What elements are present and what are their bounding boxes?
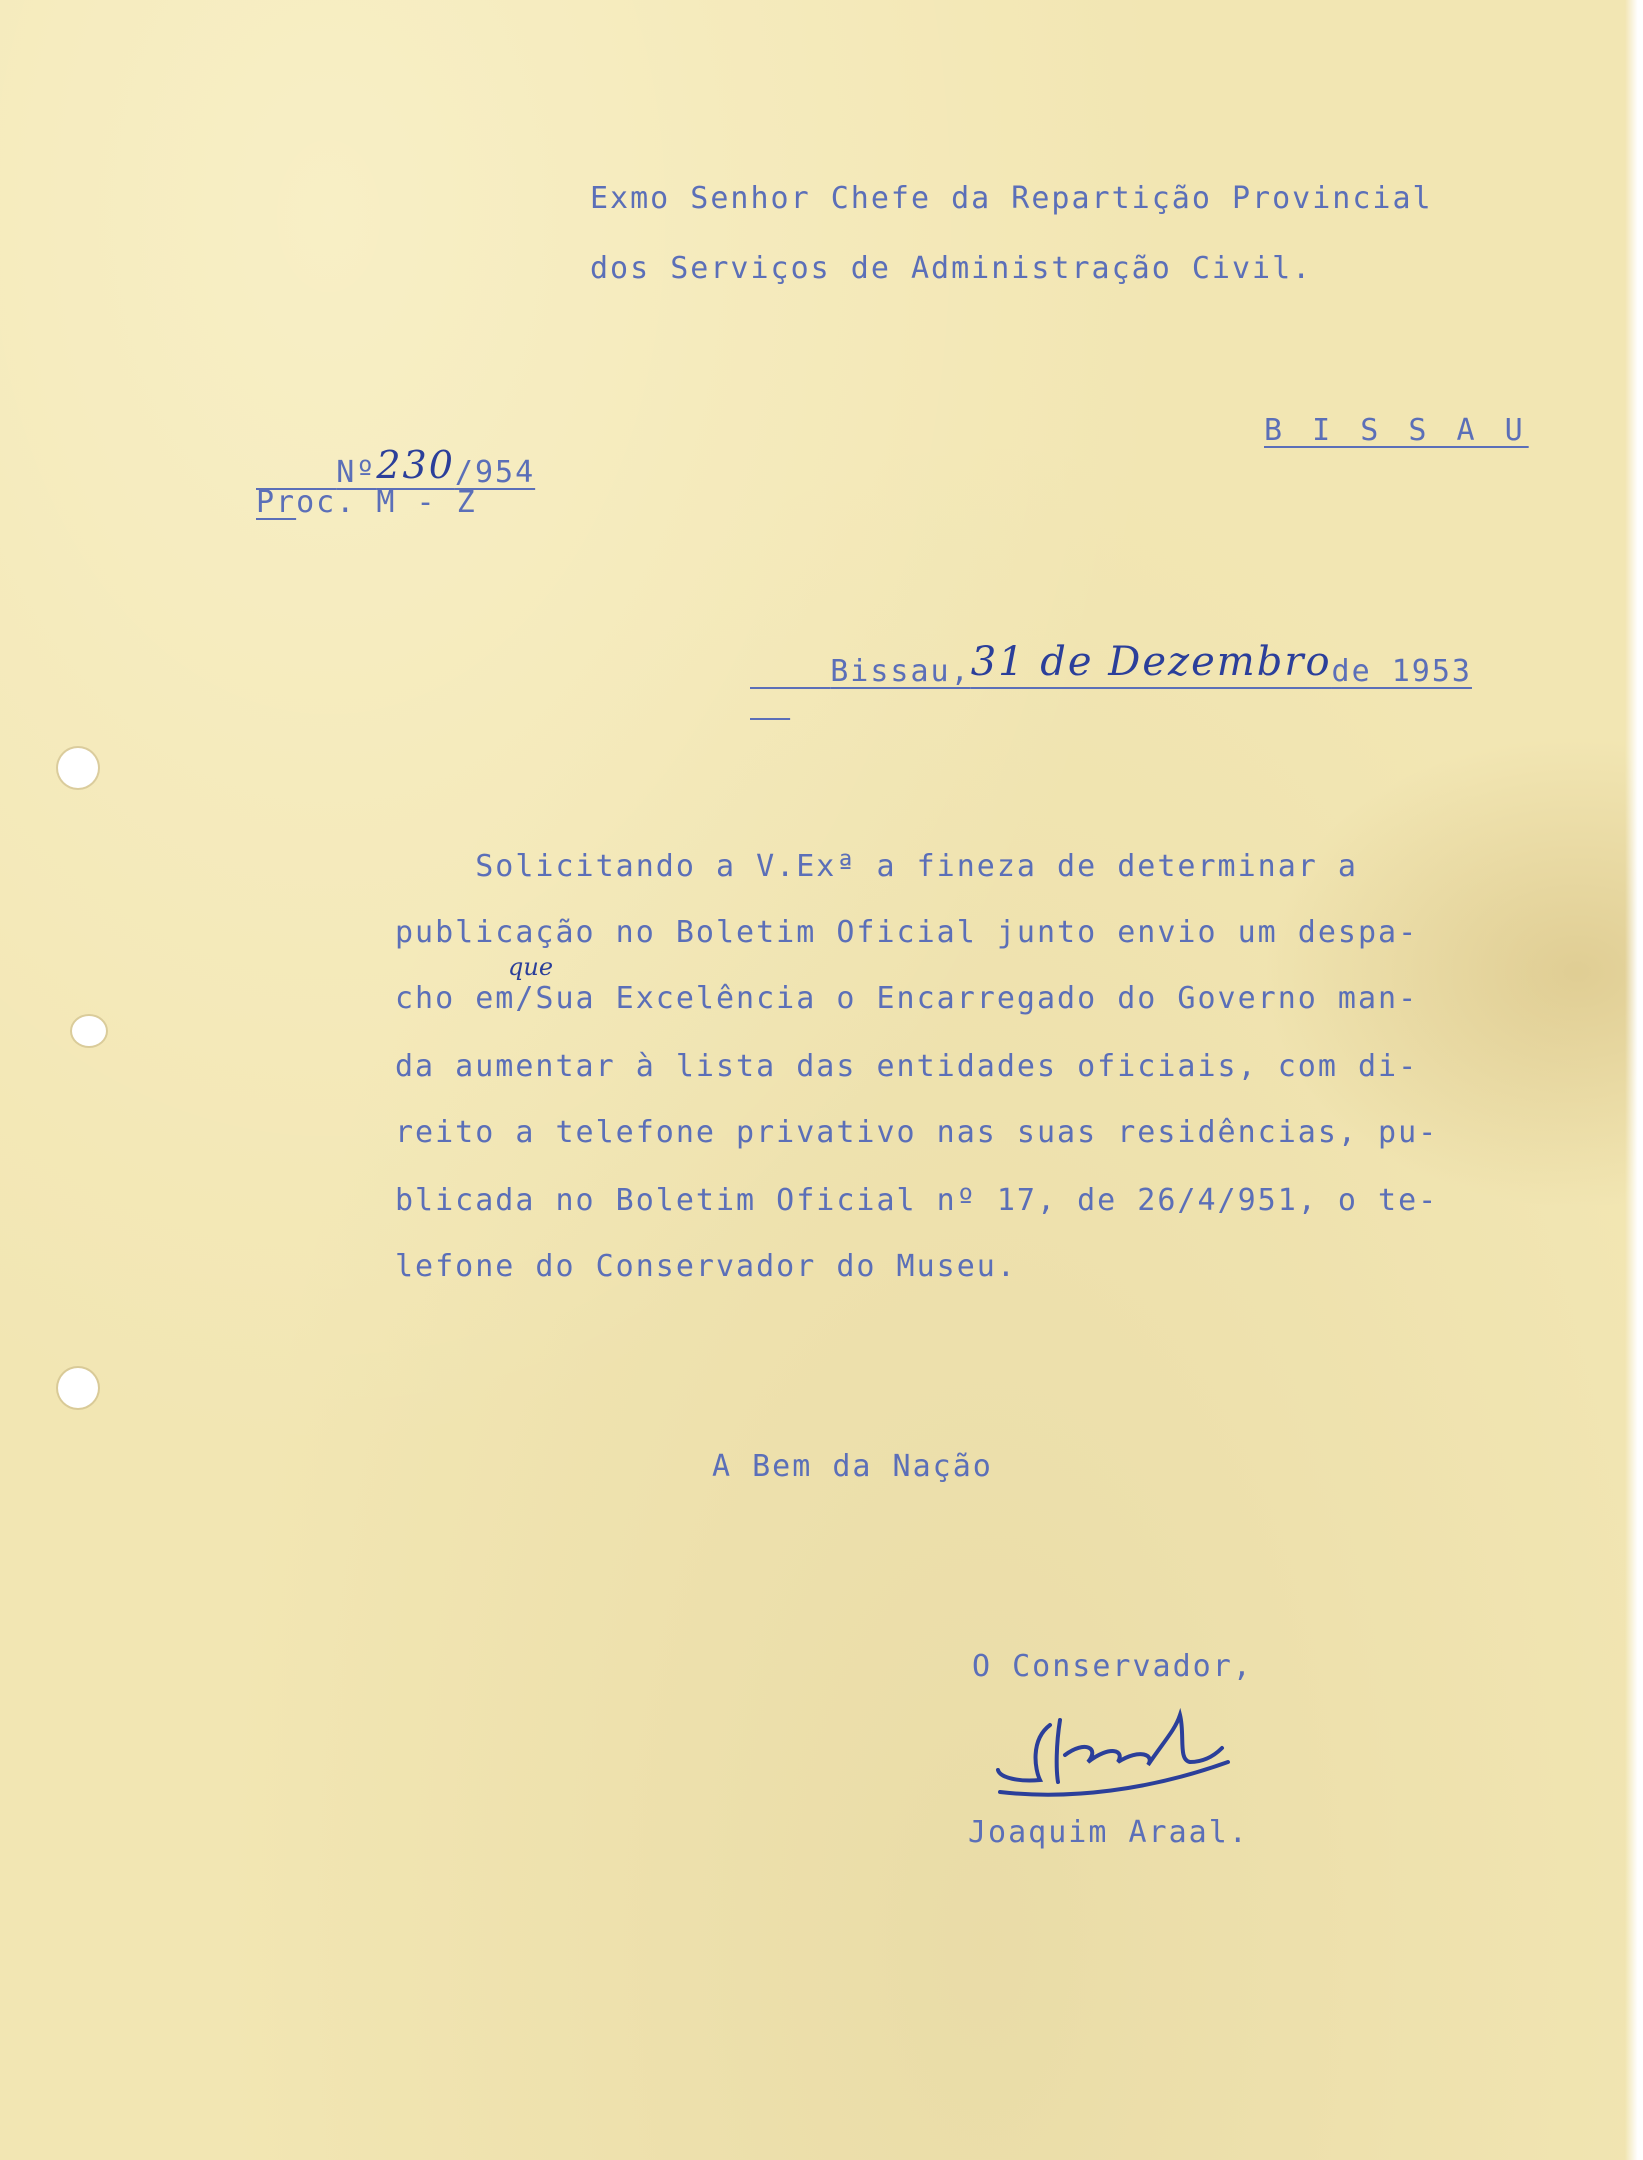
- body-line-5: reito a telefone privativo nas suas residências, pu-: [395, 1115, 1439, 1150]
- body-line-7: lefone do Conservador do Museu.: [395, 1249, 1017, 1284]
- signatory-name: Joaquim Araal.: [968, 1815, 1249, 1850]
- closing-formula: A Bem da Nação: [712, 1449, 993, 1484]
- date-line: [750, 618, 1472, 718]
- signatory-title: O Conservador,: [972, 1649, 1253, 1684]
- body-line-1: Solicitando a V.Exª a fineza de determinar a: [395, 849, 1358, 884]
- date-suffix: de 1953: [1331, 654, 1472, 689]
- punch-hole-middle: [72, 1016, 106, 1046]
- body-line-4: da aumentar à lista das entidades oficiais, com di-: [395, 1049, 1419, 1084]
- date-prefix: Bissau,: [830, 654, 971, 689]
- punch-hole-top: [58, 748, 98, 788]
- body-line-3: cho em/Sua Excelência o Encarregado do Governo man-: [395, 981, 1419, 1016]
- reference-number-prefix: Nº: [336, 455, 377, 490]
- interlinear-insert: que: [508, 953, 554, 981]
- reference-number-suffix: /954: [454, 455, 536, 490]
- punch-hole-bottom: [58, 1368, 98, 1408]
- addressee-line-2: dos Serviços de Administração Civil.: [590, 251, 1313, 286]
- place-header: B I S S A U: [1264, 413, 1529, 448]
- reference-number-handwritten: 230: [376, 443, 455, 487]
- body-line-6: blicada no Boletim Oficial nº 17, de 26/4/951, o te-: [395, 1183, 1439, 1218]
- addressee-line-1: Exmo Senhor Chefe da Repartição Provincial: [590, 181, 1433, 216]
- date-handwritten: 31 de Dezembro: [970, 639, 1332, 685]
- handwritten-signature: [990, 1700, 1250, 1810]
- process-reference: Proc. M - Z: [256, 485, 477, 520]
- body-line-2: publicação no Boletim Oficial junto envio um despa-: [395, 915, 1419, 950]
